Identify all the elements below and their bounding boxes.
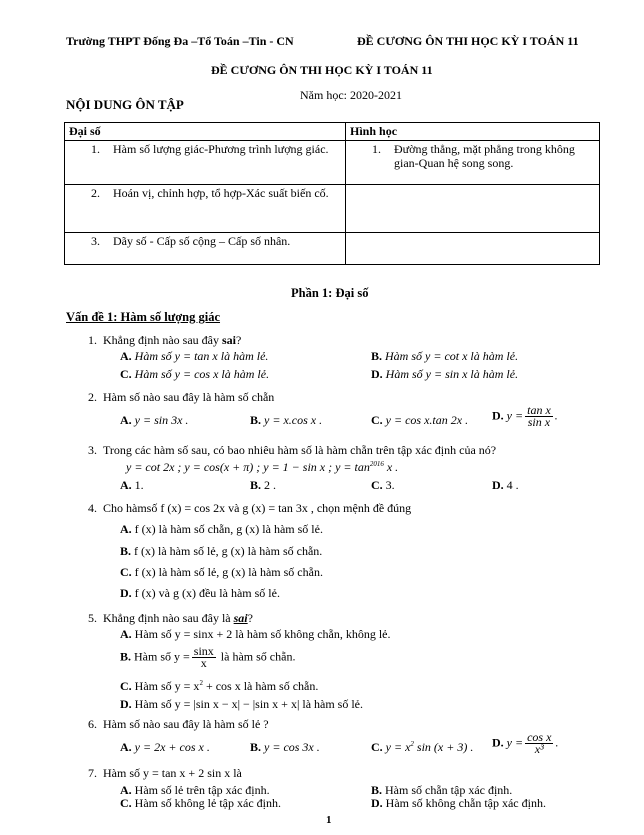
- q3-option-c[interactable]: C. 3.: [371, 478, 395, 492]
- page-title: ĐỀ CƯƠNG ÔN THI HỌC KỲ I TOÁN 11: [211, 63, 433, 77]
- question-5: 5. Khẳng định nào sau đây là sai?: [88, 611, 253, 625]
- q7-option-c[interactable]: C. Hàm số không lẻ tập xác định.: [120, 796, 281, 810]
- q6-option-d[interactable]: D. y = $\frac{\text{cos x}}{\text{x³}}$ .: [492, 730, 559, 756]
- col-geometry-header: Hình học: [346, 123, 600, 141]
- q6-option-a[interactable]: A. y = 2x + cos x .: [120, 740, 210, 754]
- q5-option-c[interactable]: C. Hàm số $y = x^2 + \cos x$ là hàm số chẵn.: [120, 679, 319, 693]
- q3-functions: y = cot 2x ; y = cos(x + π) ; y = 1 − sin x ; $y = \tan^{2016} x$ .: [126, 460, 399, 474]
- q2-option-b[interactable]: B. y = x.cos x .: [250, 413, 323, 427]
- q5-option-b[interactable]: B. Hàm số y = $\frac{\sin x}{x}$ là hàm số chẵn.: [120, 644, 296, 670]
- q3-option-d[interactable]: D. 4 .: [492, 478, 519, 492]
- question-6: 6. Hàm số nào sau đây là hàm số lẻ ?: [88, 717, 269, 731]
- q7-option-a[interactable]: A. Hàm số lẻ trên tập xác định.: [120, 783, 270, 797]
- question-7: 7. Hàm số y = tan x + 2 sin x là: [88, 766, 242, 780]
- question-4: 4. Cho hàmsố f (x) = cos 2x và g (x) = tan 3x , chọn mệnh đề đúng: [88, 501, 412, 515]
- q1-option-a[interactable]: A. Hàm số y = tan x là hàm lẻ.: [120, 349, 269, 363]
- q2-option-c[interactable]: C. y = cos x.tan 2x .: [371, 413, 469, 427]
- q4-option-d[interactable]: D. f (x) và g (x) đều là hàm số lẻ.: [120, 586, 280, 600]
- algebra-item: 3. Dãy số - Cấp số cộng – Cấp số nhân.: [65, 233, 346, 265]
- part-title: Phần 1: Đại số: [291, 286, 369, 300]
- school-header: Trường THPT Đống Đa –Tổ Toán –Tin - CN: [66, 34, 294, 48]
- q6-option-b[interactable]: B. y = cos 3x .: [250, 740, 320, 754]
- question-2: 2. Hàm số nào sau đây là hàm số chẵn: [88, 390, 275, 404]
- algebra-item: 1. Hàm số lượng giác-Phương trình lượng giác.: [65, 141, 346, 185]
- question-3: 3. Trong các hàm số sau, có bao nhiêu hàm số là hàm chẵn trên tập xác định của nó?: [88, 443, 497, 457]
- q1-option-d[interactable]: D. Hàm số y = sin x là hàm lẻ.: [371, 367, 519, 381]
- outline-table: [64, 122, 600, 265]
- topic-title: Vấn đề 1: Hàm số lượng giác: [66, 310, 221, 324]
- school-year: Năm học: 2020-2021: [300, 88, 402, 102]
- section-heading: NỘI DUNG ÔN TẬP: [66, 97, 184, 112]
- q7-option-b[interactable]: B. Hàm số chẵn tập xác định.: [371, 783, 513, 797]
- q3-option-b[interactable]: B. 2 .: [250, 478, 277, 492]
- geometry-item: 1. Đường thẳng, mặt phẳng trong không gian-Quan hệ song song.: [346, 141, 600, 185]
- q7-option-d[interactable]: D. Hàm số không chẵn tập xác định.: [371, 796, 546, 810]
- page-number: 1: [326, 814, 332, 826]
- q1-option-b[interactable]: B. Hàm số y = cot x là hàm lẻ.: [371, 349, 519, 363]
- q1-option-c[interactable]: C. Hàm số y = cos x là hàm lẻ.: [120, 367, 270, 381]
- col-algebra-header: Đại số: [65, 123, 346, 141]
- q2-option-d[interactable]: D. y = $\frac{\text{tan x}}{\text{sin x}}$ .: [492, 403, 558, 429]
- q5-option-d[interactable]: D. Hàm số y = |sin x − x| − |sin x + x| là hàm số lẻ.: [120, 697, 364, 711]
- q5-option-a[interactable]: A. Hàm số y = sinx + 2 là hàm số không chẵn, không lẻ.: [120, 627, 391, 641]
- q4-option-b[interactable]: B. f (x) là hàm số lẻ, g (x) là hàm số chẵn.: [120, 544, 323, 558]
- question-1: 1. Khẳng định nào sau đây sai?: [88, 333, 242, 347]
- q3-option-a[interactable]: A. 1.: [120, 478, 144, 492]
- q4-option-c[interactable]: C. f (x) là hàm số lẻ, g (x) là hàm số chẵn.: [120, 565, 323, 579]
- algebra-item: 2. Hoán vị, chỉnh hợp, tổ hợp-Xác suất biến cố.: [65, 185, 346, 233]
- q2-option-a[interactable]: A. y = sin 3x .: [120, 413, 189, 427]
- header-doc-title: ĐỀ CƯƠNG ÔN THI HỌC KỲ I TOÁN 11: [357, 34, 579, 48]
- q6-option-c[interactable]: C. $y = x^2$ sin (x + 3) .: [371, 740, 474, 754]
- q4-option-a[interactable]: A. f (x) là hàm số chẵn, g (x) là hàm số lẻ.: [120, 522, 323, 536]
